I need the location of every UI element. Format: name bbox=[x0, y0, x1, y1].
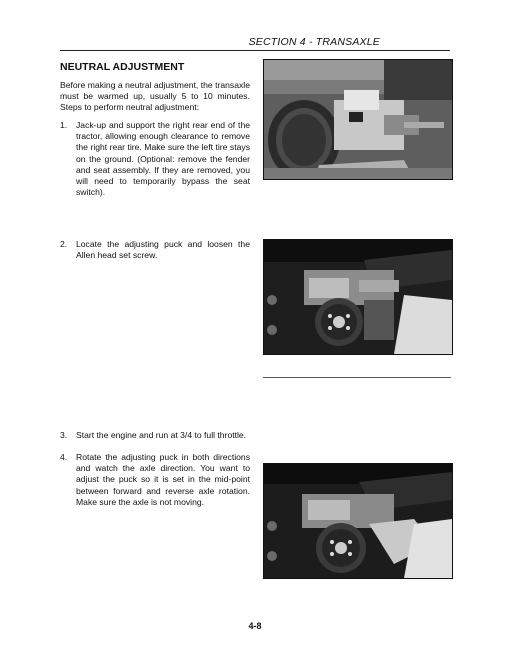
photo-tractor-transaxle bbox=[263, 59, 453, 180]
photo-adjusting-puck bbox=[263, 239, 453, 355]
divider-line bbox=[263, 377, 451, 378]
section-title: SECTION 4 - TRANSAXLE bbox=[248, 36, 380, 48]
step-text: Jack-up and support the right rear end of the tractor, allowing enough clearance to remove the right rear tire. Make sure the left tire stays on the ground. (Optional: remove the fender and seat assembly. If they are removed, you will need to temporarily bypass the seat switch). bbox=[76, 120, 250, 198]
intro-paragraph: Before making a neutral adjustment, the transaxle must be warmed up, usually 5 to 10 minutes. Steps to perform neutral adjustment: bbox=[60, 80, 250, 113]
page-heading: NEUTRAL ADJUSTMENT bbox=[60, 61, 185, 73]
step-number: 1. bbox=[60, 120, 68, 130]
step-number: 3. bbox=[60, 430, 68, 440]
step-text: Rotate the adjusting puck in both directions and watch the axle direction. You want to adjust the puck so it is set in the mid-point between forward and reverse axle rotation. Make sure the axle is not moving. bbox=[76, 452, 250, 507]
step-text: Locate the adjusting puck and loosen the Allen head set screw. bbox=[76, 239, 250, 261]
step-3 bbox=[60, 430, 250, 441]
step-number: 2. bbox=[60, 239, 68, 249]
page-number: 4-8 bbox=[248, 621, 262, 631]
step-1 bbox=[60, 120, 250, 198]
section-header bbox=[60, 36, 450, 51]
photo-rotating-puck bbox=[263, 463, 453, 579]
step-number: 4. bbox=[60, 452, 68, 462]
step-text: Start the engine and run at 3/4 to full throttle. bbox=[76, 430, 247, 440]
step-4 bbox=[60, 452, 250, 508]
step-2 bbox=[60, 239, 250, 261]
